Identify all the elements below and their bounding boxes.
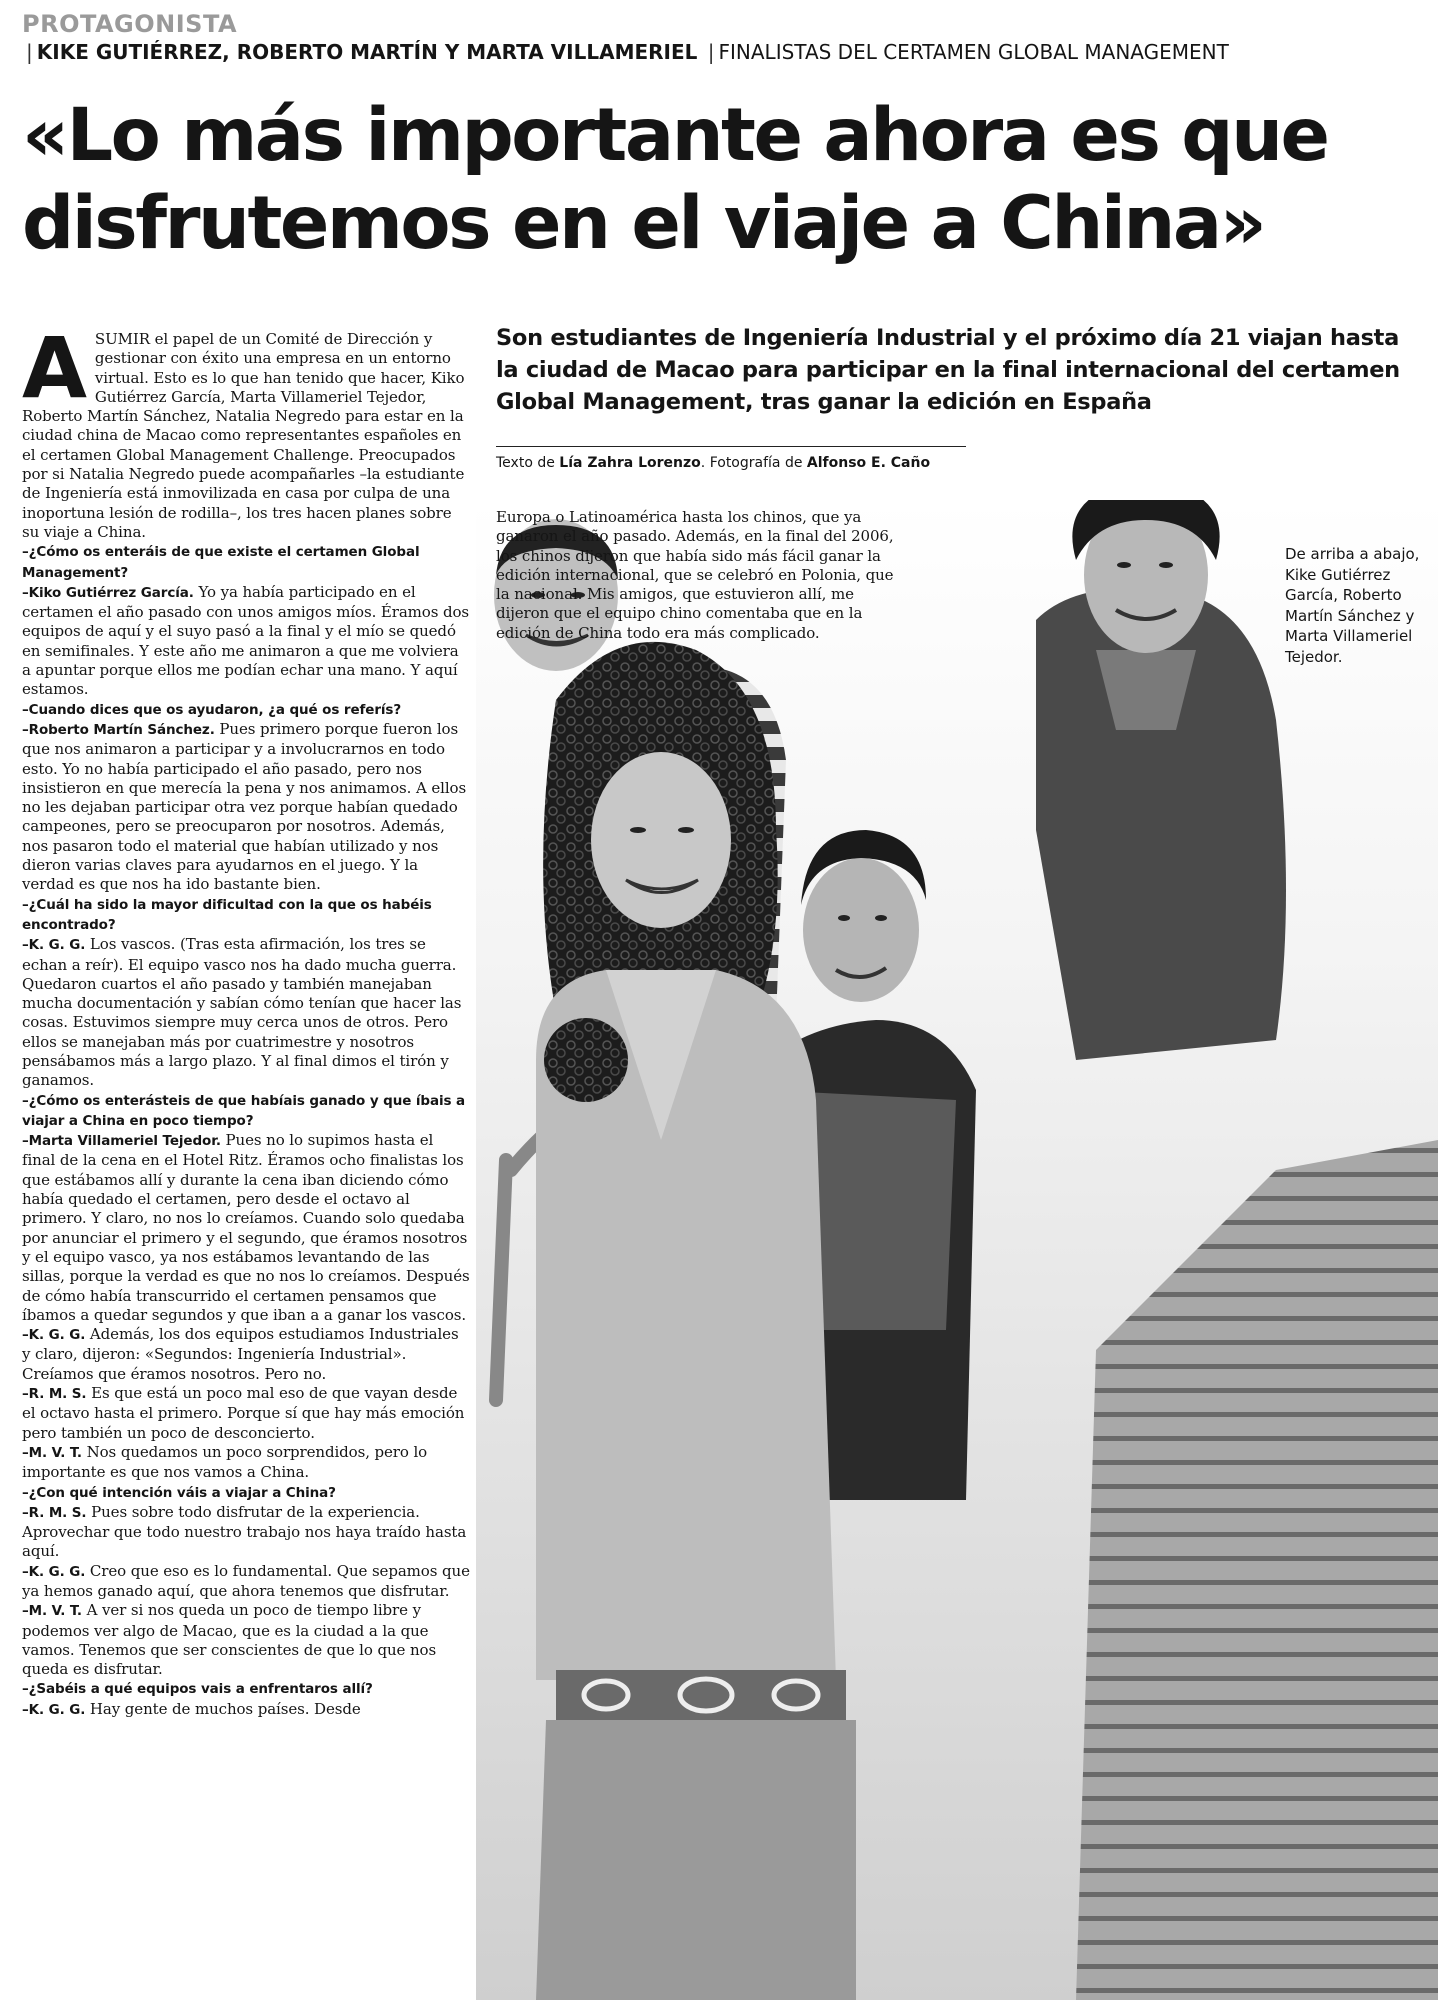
answer-text: Creo que eso es lo fundamental. Que sepamos que ya hemos ganado aquí, que ahora tenemos que disfrutar. (22, 1561, 470, 1600)
kicker (22, 40, 1442, 64)
interview-answer (22, 1503, 470, 1562)
answer-speaker: –R. M. S. (22, 1386, 87, 1403)
answer-text: Además, los dos equipos estudiamos Industriales y claro, dijeron: «Segundos: Ingeniería Industrial». Creíamos que éramos nosotros. Pero no. (22, 1325, 459, 1383)
interview-question (22, 1091, 470, 1132)
answer-speaker: –Roberto Martín Sánchez. (22, 721, 215, 738)
photo-caption: De arriba a abajo, Kike Gutiérrez García, Roberto Martín Sánchez y Marta Villameriel Tejedor. (1285, 545, 1420, 666)
byline-author: Lía Zahra Lorenzo (559, 455, 701, 471)
interview-answer (22, 720, 470, 895)
dropcap: A (22, 319, 87, 417)
question-text: –Cuando dices que os ayudaron, ¿a qué os referís? (22, 701, 402, 718)
interview-answer (22, 1443, 470, 1483)
answer-speaker: –M. V. T. (22, 1603, 82, 1620)
kicker-names: KIKE GUTIÉRREZ, ROBERTO MARTÍN Y MARTA VILLAMERIEL (36, 40, 698, 64)
answer-speaker: –K. G. G. (22, 1563, 86, 1580)
interview-answer (22, 1601, 470, 1679)
answer-text: Hay gente de muchos países. Desde (85, 1699, 361, 1718)
lead-text: el papel de un Comité de Dirección y gestionar con éxito una empresa en un entorno virtual. Esto es lo que han tenido que hacer, Kiko Gutiérrez García, Marta Villameriel Tejedor, Roberto Martín Sánchez, Natalia Negredo para estar en la ciudad china de Macao como representantes españoles en el certamen Global Management Challenge. Preocupados por si Natalia Negredo puede acompañarles –la estudiante de Ingeniería está inmovilizada en casa por culpa de una inoportuna lesión de rodilla–, los tres hacen planes sobre su viaje a China. (22, 330, 465, 541)
kicker-role: FINALISTAS DEL CERTAMEN GLOBAL MANAGEMENT (718, 40, 1229, 64)
question-text: –¿Sabéis a qué equipos vais a enfrentaros allí? (22, 1681, 373, 1698)
interview-answer (22, 1700, 470, 1720)
question-text: –¿Cómo os enterásteis de que habíais ganado y que íbais a viajar a China en poco tiempo? (22, 1092, 466, 1129)
answer-speaker: –Marta Villameriel Tejedor. (22, 1133, 221, 1150)
subheadline: Son estudiantes de Ingeniería Industrial y el próximo día 21 viajan hasta la ciudad de Macao para participar en la final internacional del certamen Global Management, tras ganar la edición en España (496, 325, 1400, 415)
answer-text: Nos quedamos un poco sorprendidos, pero lo importante es que nos vamos a China. (22, 1442, 428, 1482)
byline-text-prefix: Texto de (496, 455, 560, 471)
interview-question (22, 542, 470, 583)
section-label: PROTAGONISTA (22, 10, 238, 38)
interview-answer (22, 1325, 470, 1384)
byline-photographer: Alfonso E. Caño (806, 455, 931, 471)
lead-paragraph (22, 319, 470, 542)
interview-answer (22, 1384, 470, 1443)
answer-text: Pues primero porque fueron los que nos animaron a participar y a involucrarnos en todo esto. Yo no había participado el año pasado, pero nos insistieron en que merecía la pena y nos animamos. A ellos no les dejaban participar otra vez porque habían quedado campeones, pero se preocuparon por nosotros. Además, nos pasaron todo el material que habían utilizado y nos dieron varias claves para ayudarnos en el juego. Y la verdad es que nos ha ido bastante bien. (22, 719, 467, 894)
interview-answer (22, 1562, 470, 1602)
lead-first-word: SUMIR (94, 330, 150, 348)
answer-speaker: –K. G. G. (22, 937, 86, 954)
interview-answer (22, 1131, 470, 1325)
answer-speaker: –K. G. G. (22, 1327, 86, 1344)
question-text: –¿Con qué intención váis a viajar a China? (22, 1484, 336, 1501)
byline-photo-prefix: . Fotografía de (700, 455, 807, 471)
interview-answer (22, 583, 470, 700)
answer-speaker: –M. V. T. (22, 1444, 82, 1461)
byline (496, 446, 966, 471)
interview-question (22, 700, 470, 720)
question-text: –¿Cómo os enteráis de que existe el certamen Global Management? (22, 544, 420, 581)
interview-question (22, 895, 470, 936)
kicker-divider: | (707, 40, 715, 64)
interview-answer (22, 935, 470, 1090)
interview-body (22, 542, 470, 1720)
answer-speaker: –R. M. S. (22, 1504, 87, 1521)
interview-question (22, 1483, 470, 1503)
question-text: –¿Cuál ha sido la mayor dificultad con la que os habéis encontrado? (22, 896, 432, 933)
kicker-divider: | (26, 40, 33, 64)
group-photo (476, 500, 1438, 2000)
headline: «Lo más importante ahora es que disfrutemos en el viaje a China» (22, 93, 1328, 266)
interview-question (22, 1679, 470, 1699)
article-column-1 (22, 319, 470, 1720)
answer-text: Pues no lo supimos hasta el final de la cena en el Hotel Ritz. Éramos ocho finalistas los que estábamos allí y durante la cena iban diciendo cómo había quedado el certamen, pero desde el octavo al primero. Y claro, no nos lo creíamos. Cuando solo quedaba por anunciar el primero y el segundo, que éramos nosotros y el equipo vasco, ya nos estábamos levantando de las sillas, porque la verdad es que no nos lo creíamos. Después de cómo había transcurrido el certamen pensamos que íbamos a quedar segundos y que iban a a ganar los vascos. (22, 1131, 470, 1324)
answer-speaker: –Kiko Gutiérrez García. (22, 584, 194, 601)
answer-text: Los vascos. (Tras esta afirmación, los tres se echan a reír). El equipo vasco nos ha dado mucha guerra. Quedaron cuartos el año pasado y también manejaban mucha documentación y sabían cómo tenían que hacer las cosas. Estuvimos siempre muy cerca unos de otros. Pero ellos se manejaban más por cuatrimestre y nosotros pensábamos más a largo plazo. Y al final dimos el tirón y ganamos. (22, 935, 462, 1090)
answer-text: Pues sobre todo disfrutar de la experiencia. Aprovechar que todo nuestro trabajo nos haya traído hasta aquí. (22, 1502, 467, 1561)
answer-text: A ver si nos queda un poco de tiempo libre y podemos ver algo de Macao, que es la ciudad a la que vamos. Tenemos que ser conscientes de que lo que nos queda es disfrutar. (22, 1601, 437, 1679)
answer-text: Yo ya había participado en el certamen el año pasado con unos amigos míos. Éramos dos equipos de aquí y el suyo pasó a la final y el mío se quedó en semifinales. Y este año me animaron a que me volviera a apuntar porque ellos me podían echar una mano. Y aquí estamos. (22, 582, 470, 699)
answer-speaker: –K. G. G. (22, 1701, 86, 1718)
answer-text: Es que está un poco mal eso de que vayan desde el octavo hasta el primero. Porque sí que hay más emoción pero también un poco de desconcierto. (22, 1384, 465, 1442)
article-column-2: Europa o Latinoamérica hasta los chinos, que ya ganaron el año pasado. Además, en la final del 2006, los chinos dijeron que había sido más fácil ganar la edición internacional, que se celebró en Polonia, que la nacional. Mis amigos, que estuvieron allí, me dijeron que el equipo chino comentaba que en la edición de China todo era más complicado. (496, 508, 894, 642)
